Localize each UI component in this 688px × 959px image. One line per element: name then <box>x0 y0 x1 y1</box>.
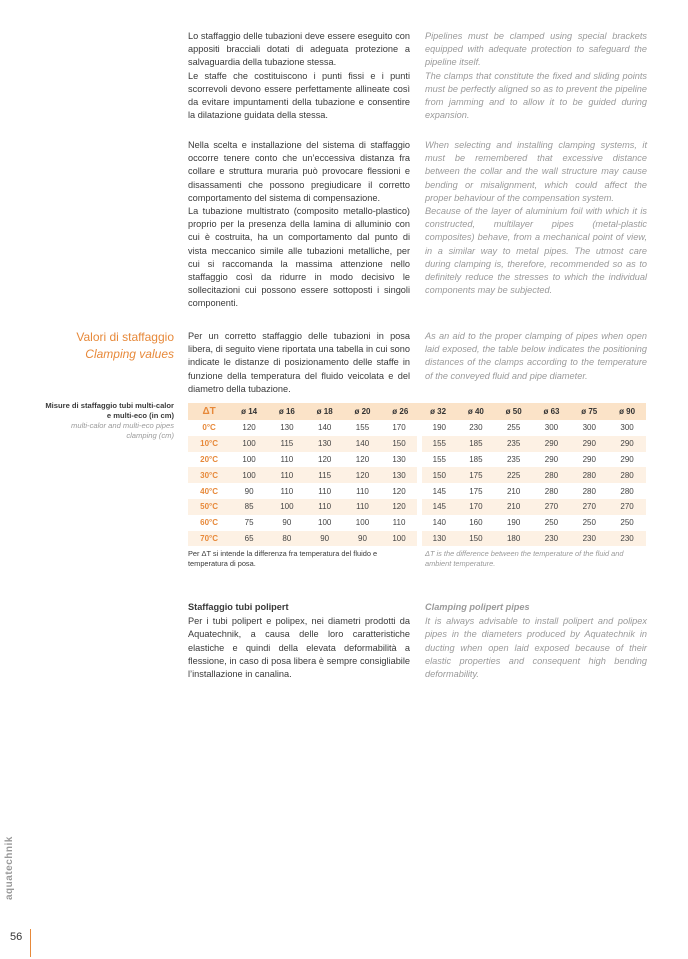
section-text-italian: Per un corretto staffaggio delle tubazioni in posa libera, di seguito viene riportata una tabella in cui sono indicate le distanze di posizionamento delle staffe in funzione della temperatura del fluido veicolata e del diametro della tubazione. <box>188 331 410 394</box>
distance-cell: 210 <box>495 483 533 499</box>
distance-cell: 90 <box>230 483 268 499</box>
intro-en-p2: The clamps that constitute the fixed and sliding points must be perfectly aligned so as to prevent the pipeline from jamming and to allow it to be guided during expansion. <box>425 70 647 121</box>
section-title <box>40 329 174 363</box>
distance-cell: 110 <box>306 483 344 499</box>
distance-cell: 280 <box>533 467 571 483</box>
table-note-en: ΔT is the difference between the temperature of the fluid and ambient temperature. <box>425 549 624 568</box>
distance-cell: 170 <box>381 420 419 436</box>
intro-italian <box>188 30 410 122</box>
header-d32: ø 32 <box>419 403 457 420</box>
distance-cell: 110 <box>344 483 382 499</box>
intro-it-p2: Le staffe che costituiscono i punti fissi e i punti scorrevoli devono essere perfettamente allineate così da evitare impuntamenti della tubazione e consentire la dilatazione guidata della stessa. <box>188 70 410 121</box>
distance-cell: 110 <box>268 452 306 468</box>
distance-cell: 230 <box>570 531 608 547</box>
distance-cell: 290 <box>608 452 646 468</box>
distance-cell: 75 <box>230 515 268 531</box>
table-row <box>188 499 646 515</box>
temperature-cell: 50°C <box>188 499 230 515</box>
table-note-it: Per ΔT si intende la differenza fra temperatura del fluido e temperatura di posa. <box>188 549 378 568</box>
distance-cell: 270 <box>533 499 571 515</box>
distance-cell: 100 <box>268 499 306 515</box>
distance-cell: 290 <box>570 436 608 452</box>
polipert-heading-en: Clamping polipert pipes <box>425 602 530 612</box>
distance-cell: 230 <box>533 531 571 547</box>
table-row <box>188 531 646 547</box>
polipert-heading-it: Staffaggio tubi polipert <box>188 602 289 612</box>
temperature-cell: 20°C <box>188 452 230 468</box>
header-d90: ø 90 <box>608 403 646 420</box>
table-label-en: multi-calor and multi-eco pipes clamping (cm) <box>71 421 174 440</box>
distance-cell: 280 <box>533 483 571 499</box>
distance-cell: 300 <box>570 420 608 436</box>
distance-cell: 175 <box>457 483 495 499</box>
distance-cell: 120 <box>381 483 419 499</box>
distance-cell: 100 <box>344 515 382 531</box>
distance-cell: 230 <box>608 531 646 547</box>
distance-cell: 300 <box>533 420 571 436</box>
distance-cell: 110 <box>381 515 419 531</box>
distance-cell: 145 <box>419 499 457 515</box>
table-row <box>188 436 646 452</box>
distance-cell: 130 <box>381 452 419 468</box>
table-row <box>188 483 646 499</box>
distance-cell: 115 <box>268 436 306 452</box>
distance-cell: 290 <box>570 452 608 468</box>
distance-cell: 110 <box>306 499 344 515</box>
distance-cell: 100 <box>230 452 268 468</box>
distance-cell: 150 <box>381 436 419 452</box>
distance-cell: 90 <box>306 531 344 547</box>
header-d63: ø 63 <box>533 403 571 420</box>
distance-cell: 120 <box>381 499 419 515</box>
distance-cell: 270 <box>570 499 608 515</box>
section-title-it: Valori di staffaggio <box>76 330 174 344</box>
distance-cell: 100 <box>381 531 419 547</box>
distance-cell: 250 <box>533 515 571 531</box>
distance-cell: 120 <box>344 467 382 483</box>
distance-cell: 150 <box>457 531 495 547</box>
distance-cell: 80 <box>268 531 306 547</box>
selection-en-p2: Because of the layer of aluminium foil with which it is constructed, multilayer pipes (metal-plastic composites) behave, from a mechanical point of view, in a similar way to metal pipes. The utmost care during clamping is, therefore, recommended so as to definitely reduce the stresses to which the individual components may be subjected. <box>425 206 647 296</box>
intro-en-p1: Pipelines must be clamped using special brackets equipped with adequate protection to safeguard the pipeline itself. <box>425 31 647 68</box>
table-row <box>188 420 646 436</box>
distance-cell: 270 <box>608 499 646 515</box>
selection-it-p2: La tubazione multistrato (composito metallo-plastico) proprio per la presenza della lamina di alluminio con cui è costruita, ha un comportamento dal punto di vista meccanico simile alle tubazioni metalliche, per cui si raccomanda la massima attenzione nello staffaggio così da ridurre in modo decisivo le sollecitazioni cui possono essere sottoposti i singoli componenti. <box>188 206 410 309</box>
temperature-cell: 30°C <box>188 467 230 483</box>
section-text-english: As an aid to the proper clamping of pipes when open laid exposed, the table below indicates the positioning distances of the clamps according to the temperature of the conveyed fluid and pipe diameter. <box>425 331 647 381</box>
distance-cell: 155 <box>419 436 457 452</box>
distance-cell: 170 <box>457 499 495 515</box>
distance-cell: 65 <box>230 531 268 547</box>
intro-it-p1: Lo staffaggio delle tubazioni deve essere eseguito con appositi bracciali dotati di adeguata protezione a salvaguardia della tubazione stessa. <box>188 31 410 68</box>
temperature-cell: 10°C <box>188 436 230 452</box>
distance-cell: 230 <box>457 420 495 436</box>
distance-cell: 130 <box>306 436 344 452</box>
table-row <box>188 515 646 531</box>
distance-cell: 250 <box>570 515 608 531</box>
brand-logo: aquatechnik <box>4 836 15 900</box>
section-title-en: Clamping values <box>85 347 174 361</box>
distance-cell: 130 <box>419 531 457 547</box>
clamping-table <box>188 403 646 546</box>
distance-cell: 90 <box>344 531 382 547</box>
distance-cell: 190 <box>495 515 533 531</box>
distance-cell: 185 <box>457 452 495 468</box>
temperature-cell: 40°C <box>188 483 230 499</box>
distance-cell: 190 <box>419 420 457 436</box>
distance-cell: 140 <box>344 436 382 452</box>
distance-cell: 175 <box>457 467 495 483</box>
distance-cell: 120 <box>344 452 382 468</box>
header-d18: ø 18 <box>306 403 344 420</box>
header-d75: ø 75 <box>570 403 608 420</box>
header-d20: ø 20 <box>344 403 382 420</box>
distance-cell: 130 <box>268 420 306 436</box>
distance-cell: 160 <box>457 515 495 531</box>
polipert-text-en: It is always advisable to install polipert and polipex pipes in the diameters produced by Aquatechnik in ducting when open laid exposed because of their elastic properties and consequent high bending deformability. <box>425 616 647 680</box>
distance-cell: 250 <box>608 515 646 531</box>
temperature-cell: 0°C <box>188 420 230 436</box>
distance-cell: 145 <box>419 483 457 499</box>
distance-cell: 180 <box>495 531 533 547</box>
distance-cell: 300 <box>608 420 646 436</box>
page-number: 56 <box>10 931 23 943</box>
distance-cell: 235 <box>495 452 533 468</box>
distance-cell: 225 <box>495 467 533 483</box>
distance-cell: 280 <box>570 483 608 499</box>
distance-cell: 155 <box>419 452 457 468</box>
distance-cell: 100 <box>230 467 268 483</box>
distance-cell: 130 <box>381 467 419 483</box>
distance-cell: 110 <box>344 499 382 515</box>
distance-cell: 280 <box>608 483 646 499</box>
distance-cell: 110 <box>268 467 306 483</box>
header-delta-t: ΔT <box>188 403 230 420</box>
distance-cell: 155 <box>344 420 382 436</box>
page-divider <box>30 929 31 957</box>
distance-cell: 90 <box>268 515 306 531</box>
table-body <box>188 420 646 546</box>
header-d50: ø 50 <box>495 403 533 420</box>
distance-cell: 100 <box>306 515 344 531</box>
table-row <box>188 467 646 483</box>
distance-cell: 140 <box>306 420 344 436</box>
header-d40: ø 40 <box>457 403 495 420</box>
header-d26: ø 26 <box>381 403 419 420</box>
distance-cell: 185 <box>457 436 495 452</box>
selection-english <box>425 139 647 297</box>
selection-en-p1: When selecting and installing clamping systems, it must be remembered that excessive distance between the collar and the wall structure may cause bending or misalignment, which could affect the proper behaviour of the compensation system. <box>425 140 647 203</box>
header-d16: ø 16 <box>268 403 306 420</box>
selection-italian <box>188 139 410 311</box>
distance-cell: 150 <box>419 467 457 483</box>
distance-cell: 280 <box>570 467 608 483</box>
distance-cell: 110 <box>268 483 306 499</box>
distance-cell: 100 <box>230 436 268 452</box>
table-header-row <box>188 403 646 420</box>
distance-cell: 290 <box>533 452 571 468</box>
distance-cell: 120 <box>306 452 344 468</box>
distance-cell: 210 <box>495 499 533 515</box>
polipert-english <box>425 601 647 681</box>
distance-cell: 115 <box>306 467 344 483</box>
distance-cell: 85 <box>230 499 268 515</box>
table-label <box>40 401 174 441</box>
distance-cell: 120 <box>230 420 268 436</box>
selection-it-p1: Nella scelta e installazione del sistema di staffaggio occorre tenere conto che un’eccessiva distanza fra collare e struttura muraria può provocare flessioni e disassamenti che possono pregiudicare il corretto comportamento del sistema di compensazione. <box>188 140 410 203</box>
temperature-cell: 60°C <box>188 515 230 531</box>
header-d14: ø 14 <box>230 403 268 420</box>
distance-cell: 290 <box>533 436 571 452</box>
distance-cell: 140 <box>419 515 457 531</box>
distance-cell: 290 <box>608 436 646 452</box>
table-label-it: Misure di staffaggio tubi multi-calor e multi-eco (in cm) <box>45 401 174 420</box>
distance-cell: 235 <box>495 436 533 452</box>
polipert-italian <box>188 601 410 681</box>
intro-english <box>425 30 647 122</box>
polipert-text-it: Per i tubi polipert e polipex, nei diametri prodotti da Aquatechnik, a causa delle loro caratteristiche elastiche e quindi della elevata deformabilità a flessione, in caso di posa libera è sempre consigliabile l’installazione in canalina. <box>188 616 410 680</box>
table-row <box>188 452 646 468</box>
distance-cell: 255 <box>495 420 533 436</box>
distance-cell: 280 <box>608 467 646 483</box>
temperature-cell: 70°C <box>188 531 230 547</box>
